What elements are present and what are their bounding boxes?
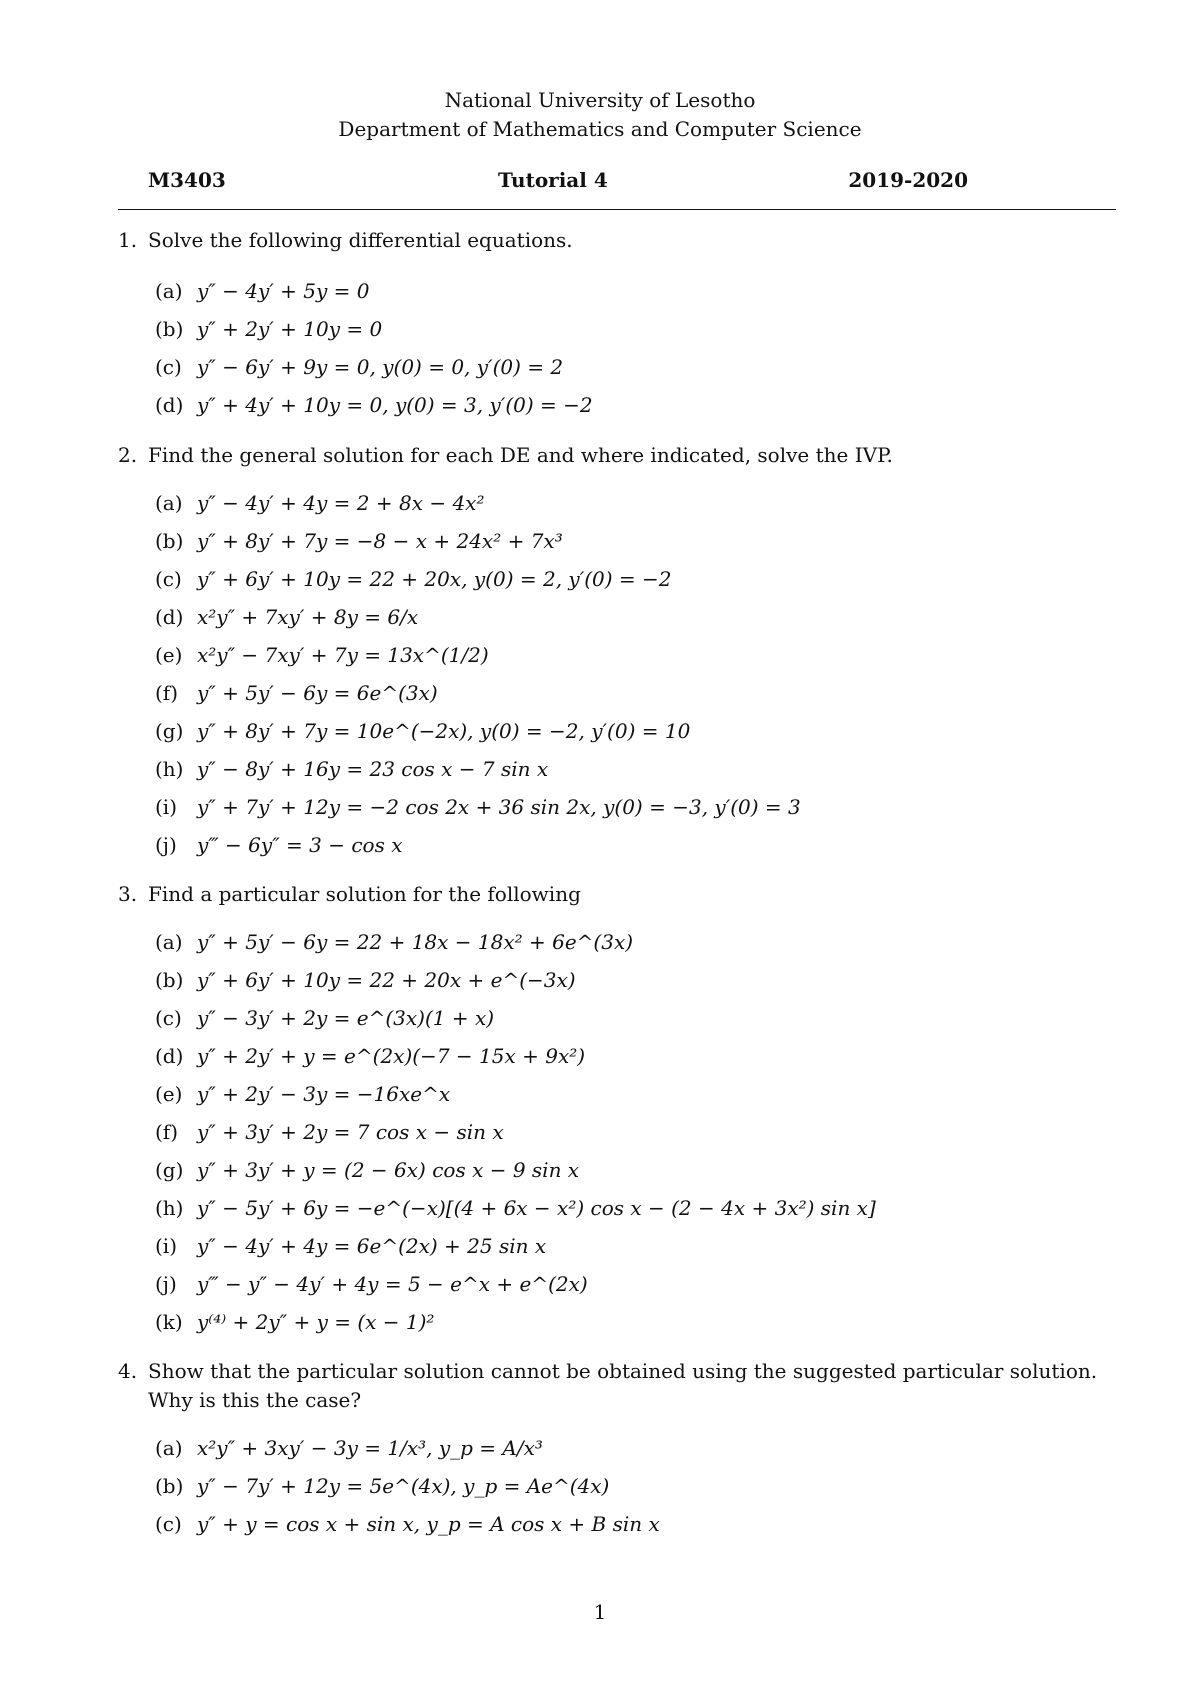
equation: y″ − 7y′ + 12y = 5e^(4x), y_p = Ae^(4x)	[197, 1474, 610, 1498]
equation: y″ + y = cos x + sin x, y_p = A cos x + B sin x	[197, 1512, 660, 1536]
header-divider	[118, 209, 1116, 210]
equation: y″ + 8y′ + 7y = 10e^(−2x), y(0) = −2, y′(0) = 10	[197, 719, 691, 743]
item-label: (a)	[155, 930, 183, 954]
item-label: (d)	[155, 1044, 184, 1068]
equation: y″ − 4y′ + 5y = 0	[197, 279, 370, 303]
item-label: (i)	[155, 1234, 178, 1258]
equation: y″ − 4y′ + 4y = 6e^(2x) + 25 sin x	[197, 1234, 547, 1258]
university-name: National University of Lesotho	[444, 88, 756, 112]
item-label: (d)	[155, 605, 184, 629]
equation: y″ + 2y′ + y = e^(2x)(−7 − 15x + 9x²)	[197, 1044, 586, 1068]
equation: y″ + 8y′ + 7y = −8 − x + 24x² + 7x³	[197, 529, 563, 553]
item-label: (b)	[155, 317, 184, 341]
item-label: (i)	[155, 795, 178, 819]
question-text: Show that the particular solution cannot be obtained using the suggested particular solution. Why is this the case?	[148, 1359, 1098, 1412]
item-label: (d)	[155, 393, 184, 417]
equation: y″ + 6y′ + 10y = 22 + 20x, y(0) = 2, y′(0) = −2	[197, 567, 672, 591]
item-label: (h)	[155, 757, 184, 781]
equation: y″ + 5y′ − 6y = 6e^(3x)	[197, 681, 438, 705]
question-number: 1.	[118, 228, 138, 252]
course-code: M3403	[148, 168, 226, 192]
question-number: 2.	[118, 443, 138, 467]
item-label: (b)	[155, 529, 184, 553]
equation: y″ + 7y′ + 12y = −2 cos 2x + 36 sin 2x, y(0) = −3, y′(0) = 3	[197, 795, 801, 819]
item-label: (b)	[155, 968, 184, 992]
item-label: (c)	[155, 1512, 182, 1536]
item-label: (a)	[155, 1436, 183, 1460]
item-label: (k)	[155, 1310, 183, 1334]
item-label: (c)	[155, 355, 182, 379]
question-number: 4.	[118, 1359, 138, 1383]
academic-year: 2019-2020	[848, 168, 968, 192]
item-label: (c)	[155, 567, 182, 591]
question-text: Find a particular solution for the following	[148, 882, 581, 906]
equation: y″ + 3y′ + 2y = 7 cos x − sin x	[197, 1120, 504, 1144]
equation: y‴ − 6y″ = 3 − cos x	[197, 833, 403, 857]
item-label: (e)	[155, 1082, 183, 1106]
equation: y″ + 5y′ − 6y = 22 + 18x − 18x² + 6e^(3x)	[197, 930, 634, 954]
item-label: (g)	[155, 1158, 184, 1182]
equation: y″ − 6y′ + 9y = 0, y(0) = 0, y′(0) = 2	[197, 355, 564, 379]
equation: y″ + 3y′ + y = (2 − 6x) cos x − 9 sin x	[197, 1158, 580, 1182]
equation: y″ − 3y′ + 2y = e^(3x)(1 + x)	[197, 1006, 495, 1030]
question-text: Find the general solution for each DE and where indicated, solve the IVP.	[148, 443, 893, 467]
item-label: (j)	[155, 833, 177, 857]
equation: y″ + 2y′ + 10y = 0	[197, 317, 383, 341]
item-label: (f)	[155, 681, 179, 705]
equation: y⁽⁴⁾ + 2y″ + y = (x − 1)²	[197, 1310, 435, 1334]
course-info-row	[148, 168, 968, 198]
item-label: (a)	[155, 491, 183, 515]
question-number: 3.	[118, 882, 138, 906]
item-label: (f)	[155, 1120, 179, 1144]
equation: x²y″ + 3xy′ − 3y = 1/x³, y_p = A/x³	[197, 1436, 543, 1460]
item-label: (b)	[155, 1474, 184, 1498]
equation: y″ + 6y′ + 10y = 22 + 20x + e^(−3x)	[197, 968, 576, 992]
question-text: Solve the following differential equations.	[148, 228, 573, 252]
equation: y″ + 4y′ + 10y = 0, y(0) = 3, y′(0) = −2	[197, 393, 593, 417]
equation: y‴ − y″ − 4y′ + 4y = 5 − e^x + e^(2x)	[197, 1272, 588, 1296]
equation: y″ + 2y′ − 3y = −16xe^x	[197, 1082, 451, 1106]
department-name: Department of Mathematics and Computer Science	[338, 117, 862, 141]
item-label: (a)	[155, 279, 183, 303]
item-label: (j)	[155, 1272, 177, 1296]
equation: x²y″ − 7xy′ + 7y = 13x^(1/2)	[197, 643, 489, 667]
item-label: (g)	[155, 719, 184, 743]
equation: y″ − 4y′ + 4y = 2 + 8x − 4x²	[197, 491, 485, 515]
page-number: 1	[593, 1600, 607, 1624]
item-label: (h)	[155, 1196, 184, 1220]
item-label: (e)	[155, 643, 183, 667]
item-label: (c)	[155, 1006, 182, 1030]
equation: y″ − 8y′ + 16y = 23 cos x − 7 sin x	[197, 757, 549, 781]
equation: y″ − 5y′ + 6y = −e^(−x)[(4 + 6x − x²) cos x − (2 − 4x + 3x²) sin x]	[197, 1196, 876, 1220]
tutorial-title: Tutorial 4	[498, 168, 608, 192]
equation: x²y″ + 7xy′ + 8y = 6/x	[197, 605, 419, 629]
